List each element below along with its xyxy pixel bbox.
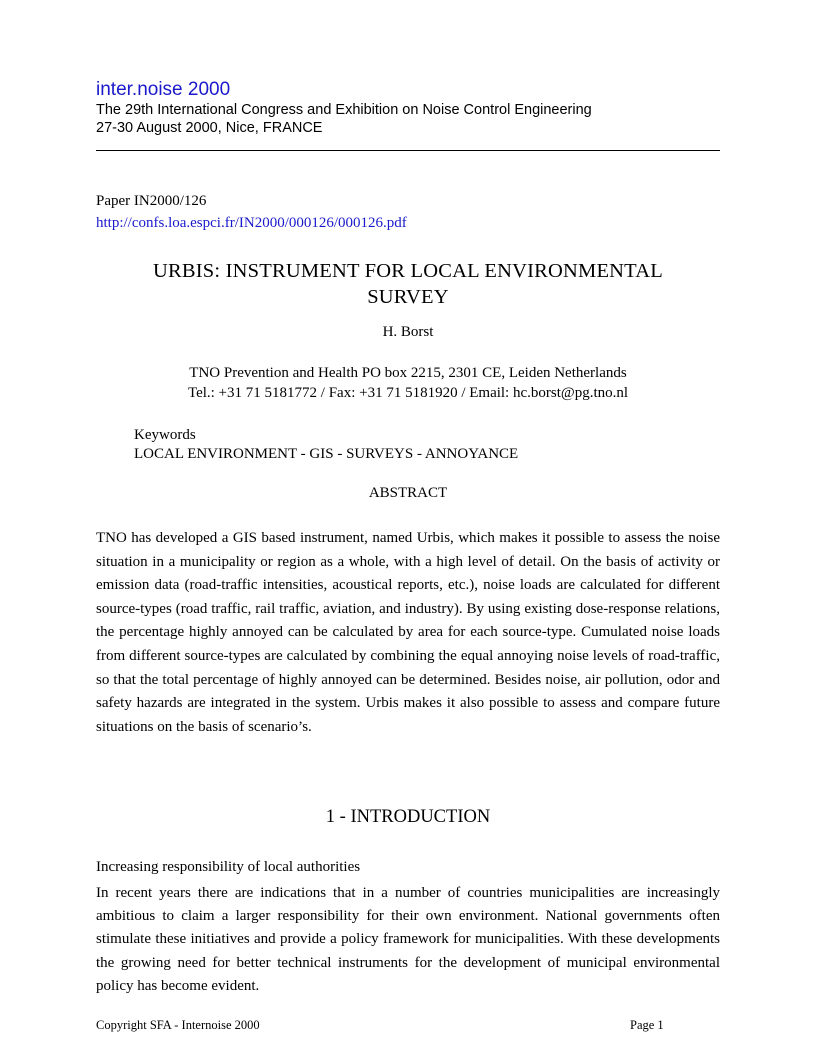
keywords-label: Keywords [134, 427, 196, 443]
title-line-1: URBIS: INSTRUMENT FOR LOCAL ENVIRONMENTAL [153, 260, 663, 282]
paper-id: Paper IN2000/126 [96, 193, 207, 209]
affiliation-contact: Tel.: +31 71 5181772 / Fax: +31 71 5181920 / Email: hc.borst@pg.tno.nl [187, 385, 629, 401]
conference-name: inter.noise 2000 [96, 79, 231, 100]
keywords-list: LOCAL ENVIRONMENT - GIS - SURVEYS - ANNOYANCE [134, 446, 519, 462]
title-line-2: SURVEY [367, 286, 449, 308]
author-affiliation [96, 363, 720, 403]
affiliation-address: TNO Prevention and Health PO box 2215, 2301 CE, Leiden Netherlands [189, 365, 627, 381]
abstract-heading: ABSTRACT [368, 485, 448, 501]
introduction-text: In recent years there are indications that in a number of countries municipalities are increasingly ambitious to claim a larger responsibility for their own environment. National governments often stimulate these initiatives and provide a policy framework for municipalities. With these developments the growing need for better technical instruments for the development of municipal environmental policy has become evident. [96, 885, 720, 994]
conference-dates: 27-30 August 2000, Nice, FRANCE [96, 120, 323, 136]
footer-copyright: Copyright SFA - Internoise 2000 [96, 1018, 260, 1032]
abstract-text: TNO has developed a GIS based instrument, named Urbis, which makes it possible to assess the noise situation in a municipality or region as a whole, with a high level of detail. On the basis of activity or emission data (road-traffic intensities, acoustical reports, etc.), noise loads are calculated for different source-types (road traffic, rail traffic, aviation, and industry). By using existing dose-response relations, the percentage highly annoyed can be calculated by area for each source-type. Cumulated noise loads from different source-types are calculated by combining the equal annoying noise levels of road-traffic, so that the total percentage of highly annoyed can be determined. Besides noise, air pollution, odor and safety hazards are integrated in the system. Urbis makes it also possible to assess and compare future situations on the basis of scenario’s. [96, 530, 720, 735]
congress-title: The 29th International Congress and Exhibition on Noise Control Engineering [96, 102, 592, 118]
section-introduction-heading: 1 - INTRODUCTION [325, 807, 491, 827]
paper-title [96, 258, 720, 310]
keywords-block [134, 426, 518, 464]
conference-header [96, 79, 720, 137]
author-name: H. Borst [382, 324, 434, 340]
header-divider [96, 150, 720, 151]
paper-url-link[interactable]: http://confs.loa.espci.fr/IN2000/000126/000126.pdf [96, 215, 407, 231]
footer-page-number: Page 1 [630, 1018, 664, 1032]
subsection-heading: Increasing responsibility of local authorities [96, 859, 361, 875]
